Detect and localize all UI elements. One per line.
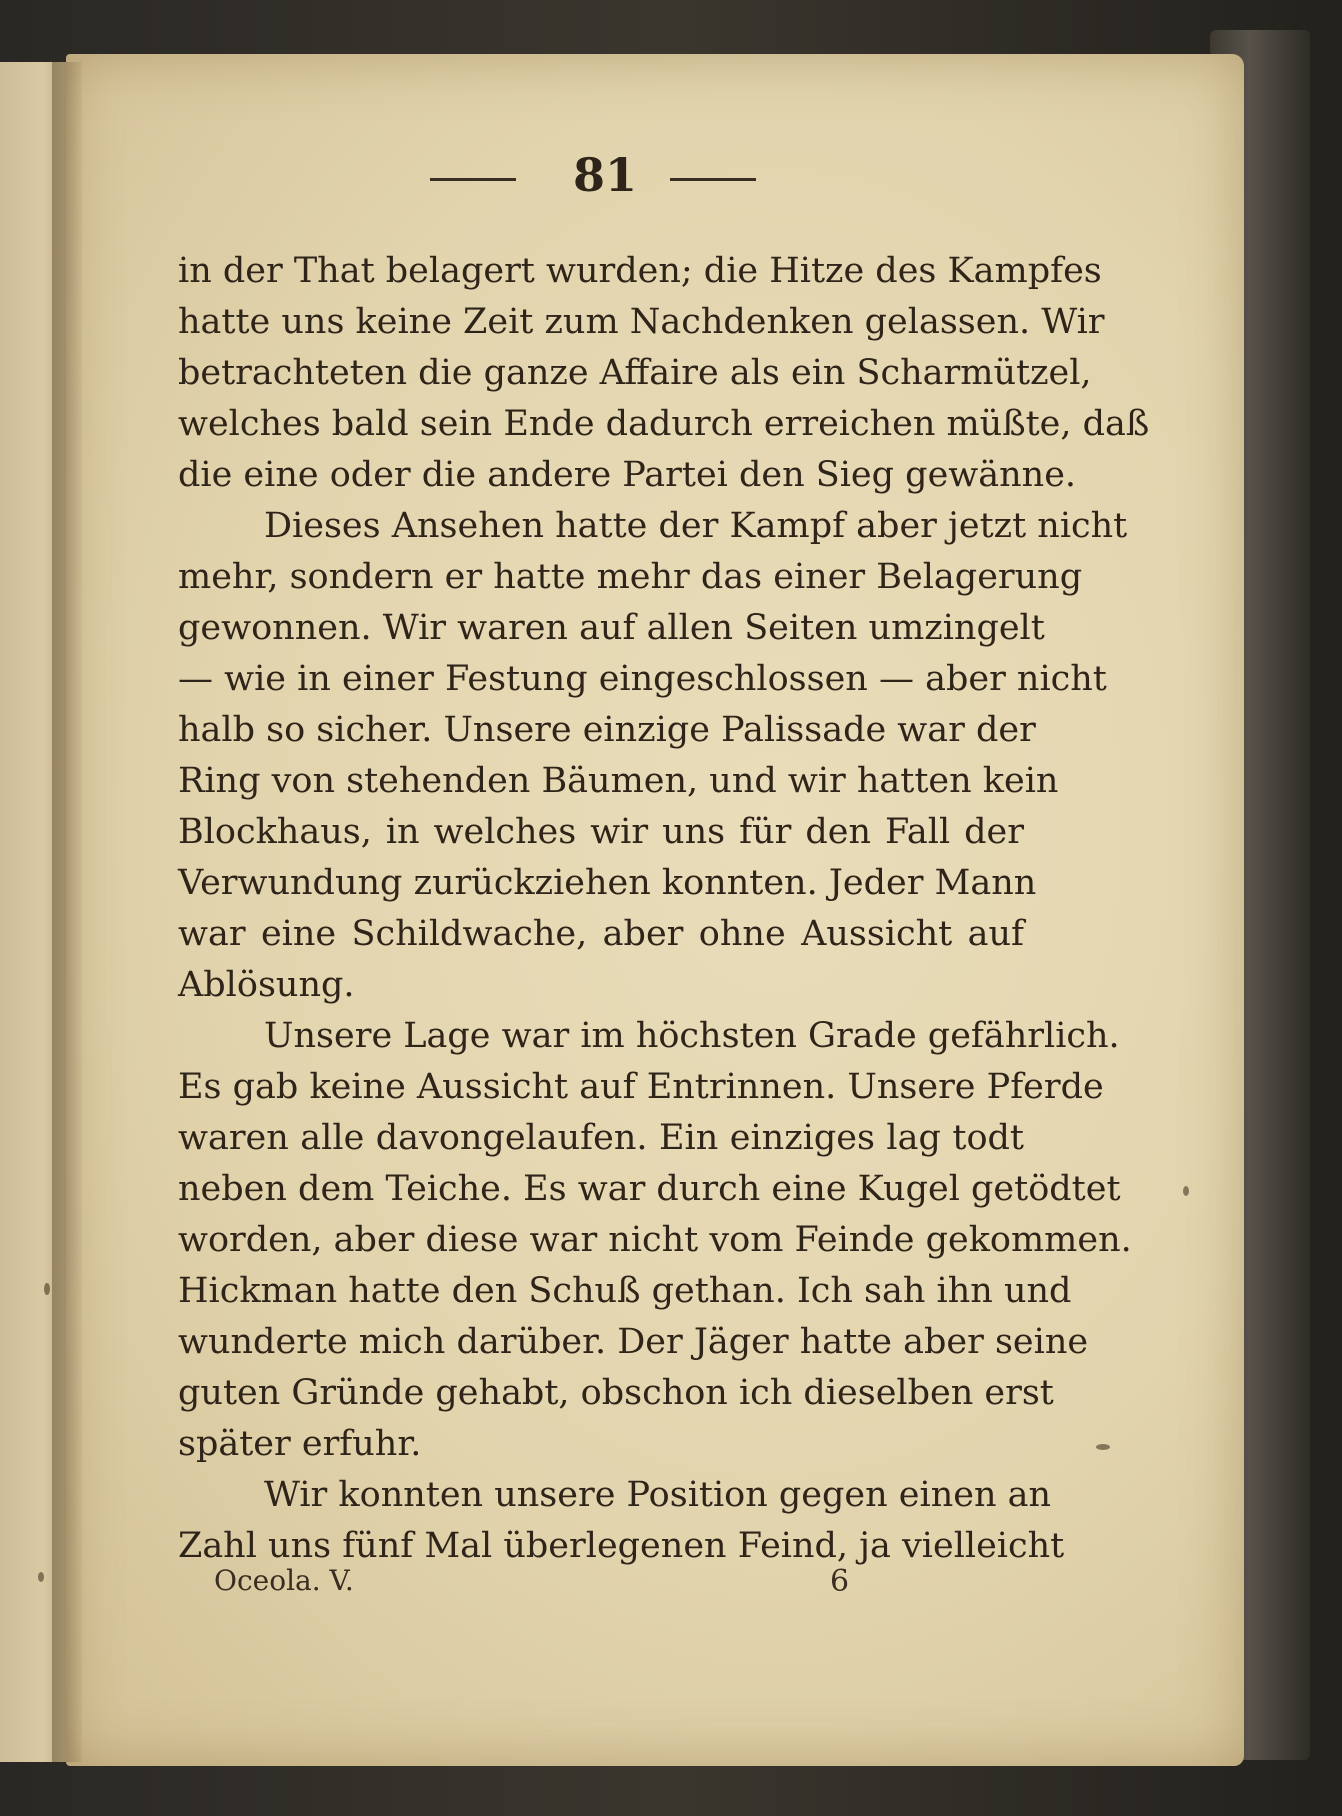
text-line: — wie in einer Festung eingeschlossen — aber nicht: [178, 659, 1107, 699]
text-line: halb so sicher. Unsere einzige Palissade war der: [178, 710, 1036, 750]
text-line: später erfuhr.: [178, 1424, 422, 1464]
text-line: Unsere Lage war im höchsten Grade gefährlich.: [264, 1016, 1120, 1056]
paper-speck: [1096, 1444, 1110, 1450]
text-line: hatte uns keine Zeit zum Nachdenken gelassen. Wir: [178, 302, 1105, 342]
text-line: welches bald sein Ende dadurch erreichen müßte, daß: [178, 404, 1150, 444]
text-line: betrachteten die ganze Affaire als ein Scharmützel,: [178, 353, 1092, 393]
text-line: Es gab keine Aussicht auf Entrinnen. Unsere Pferde: [178, 1067, 1104, 1107]
page-body-text: [178, 246, 1150, 1572]
text-line: gewonnen. Wir waren auf allen Seiten umzingelt: [178, 608, 1045, 648]
text-line: worden, aber diese war nicht vom Feinde gekommen.: [178, 1220, 1132, 1260]
page-header: [420, 148, 760, 208]
header-rule-right: [670, 178, 756, 181]
text-line: Ablösung.: [178, 965, 355, 1005]
paper-speck: [44, 1283, 50, 1295]
text-line: die eine oder die andere Partei den Sieg gewänne.: [178, 455, 1077, 495]
text-line: guten Gründe gehabt, obschon ich dieselben erst: [178, 1373, 1054, 1413]
text-line: Zahl uns fünf Mal überlegenen Feind, ja vielleicht: [178, 1526, 1065, 1566]
text-line: in der That belagert wurden; die Hitze des Kampfes: [178, 251, 1102, 291]
text-line: Blockhaus, in welches wir uns für den Fall der: [178, 812, 1024, 852]
text-line: neben dem Teiche. Es war durch eine Kugel getödtet: [178, 1169, 1121, 1209]
text-line: mehr, sondern er hatte mehr das einer Belagerung: [178, 557, 1083, 597]
footer-signature: Oceola. V.: [214, 1564, 354, 1597]
text-line: wunderte mich darüber. Der Jäger hatte aber seine: [178, 1322, 1089, 1362]
page-number: 81: [572, 148, 637, 202]
text-line: Wir konnten unsere Position gegen einen an: [264, 1475, 1052, 1515]
header-rule-left: [430, 178, 516, 181]
text-line: Verwundung zurückziehen konnten. Jeder Mann: [178, 863, 1037, 903]
text-line: Dieses Ansehen hatte der Kampf aber jetzt nicht: [264, 506, 1128, 546]
text-line: war eine Schildwache, aber ohne Aussicht auf: [178, 914, 1024, 954]
paper-speck: [1183, 1186, 1189, 1196]
footer-sheet-mark: 6: [830, 1564, 850, 1599]
text-line: waren alle davongelaufen. Ein einziges lag todt: [178, 1118, 1024, 1158]
text-line: Hickman hatte den Schuß gethan. Ich sah ihn und: [178, 1271, 1072, 1311]
paper-speck: [38, 1572, 44, 1582]
page-gutter: [52, 62, 82, 1762]
text-line: Ring von stehenden Bäumen, und wir hatten kein: [178, 761, 1059, 801]
